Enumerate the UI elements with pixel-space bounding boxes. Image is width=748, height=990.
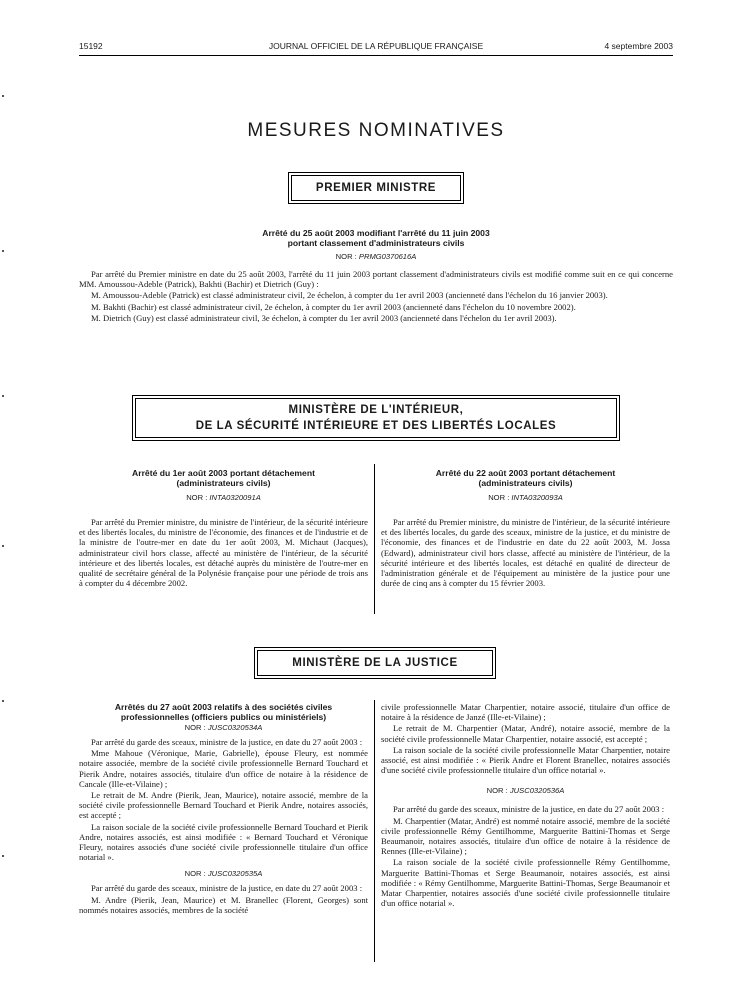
nor-code: JUSC0320534A [207, 723, 263, 732]
decree-subtitle: professionnelles (officiers publics ou ministériels) [120, 712, 327, 722]
ministry-name-line1: MINISTÈRE DE L'INTÉRIEUR, [288, 404, 464, 416]
nor-code: PRMG0370616A [358, 252, 417, 261]
ministry-name: PREMIER MINISTRE [315, 182, 437, 194]
decree-body [79, 269, 673, 323]
decree-title: Arrêté du 22 août 2003 portant détachement [435, 468, 616, 478]
nor-code: INTA0320091A [209, 493, 261, 502]
scan-mark [2, 545, 4, 547]
paragraph: La raison sociale de la société civile professionnelle Matar Charpentier, notaire associé, est ainsi modifiée : « Pierik Andre et Florent Branellec, notaires associés d'une société civile professionnelle titulaire d'un office notarial ». [381, 744, 670, 776]
decree-body [381, 517, 670, 588]
issue-date: 4 septembre 2003 [604, 41, 673, 51]
nor-reference: NOR : JUSC0320536A [486, 786, 565, 796]
journal-title: JOURNAL OFFICIEL DE LA RÉPUBLIQUE FRANÇAISE [268, 41, 484, 51]
nor-code: JUSC0320535A [207, 869, 263, 879]
paragraph: Par arrêté du garde des sceaux, ministre de la justice, en date du 27 août 2003 : [91, 883, 363, 894]
ministry-name-line2: DE LA SÉCURITÉ INTÉRIEURE ET DES LIBERTÉS LOCALES [195, 420, 557, 432]
scan-mark [2, 395, 4, 397]
decree-title: Arrêtés du 27 août 2003 relatifs à des sociétés civiles [114, 702, 333, 712]
ministry-name: MINISTÈRE DE LA JUSTICE [292, 657, 458, 669]
paragraph: Par arrêté du Premier ministre, du ministre de l'intérieur, de la sécurité intérieure et des libertés locales, du ministre de l'économie, des finances et de l'industrie et de la ministre de l'outre-mer en date du 1er août 2003, M. Michaut (Jacques), administrateur civil hors classe, affecté au ministère de l'intérieur, de la sécurité intérieure et des libertés locales, est détaché auprès du ministère de l'outre-mer en qualité de secrétaire général de la Polynésie française pour une période de trois ans à compter du 4 décembre 2002. [79, 517, 368, 589]
nor-code: INTA0320093A [511, 493, 563, 502]
paragraph: M. Bakhti (Bachir) est classé administrateur civil, 2e échelon, à compter du 1er avril 2003 (ancienneté dans l'échelon du 10 novembre 2002). [91, 301, 576, 312]
column-divider [374, 700, 375, 962]
paragraph: M. Dietrich (Guy) est classé administrateur civil, 3e échelon, à compter du 1er avril 2003 (ancienneté dans l'échelon du 1er avril 2003). [91, 312, 557, 323]
decree-interieur-right [381, 468, 670, 589]
paragraph: La raison sociale de la société civile professionnelle Rémy Gentilhomme, Marguerite Battini-Thomas et Serge Beaumanoir, notaires associés, est ainsi modifiée : « Rémy Gentilhomme, Marguerite Battini-Thomas, Serge Beaumanoir et Matar Charpentier, notaires associés d'une société civile professionnelle titulaire d'un office notarial ». [381, 857, 670, 909]
column-divider [374, 464, 375, 614]
decree-subtitle: portant classement d'administrateurs civils [287, 238, 465, 248]
decree-body [79, 517, 368, 588]
scan-mark [2, 855, 4, 857]
scan-mark [2, 250, 4, 252]
paragraph: Le retrait de M. Andre (Pierik, Jean, Maurice), notaire associé, membre de la société civile professionnelle Bernard Touchard et Pierik Andre, notaires associés, est accepté ; [79, 790, 368, 821]
decree-title: Arrêté du 25 août 2003 modifiant l'arrêté du 11 juin 2003 [262, 228, 490, 238]
ministry-box-interieur [135, 398, 617, 438]
scan-mark [2, 95, 4, 97]
nor-reference: NOR : INTA0320091A [186, 493, 261, 502]
paragraph: Par arrêté du Premier ministre en date du 25 août 2003, l'arrêté du 11 juin 2003 portant classement d'administrateurs civils est modifié comme suit en ce qui concerne MM. Amoussou-Adeble (Patrick), Bakhti (Bachir) et Dietrich (Guy) : [79, 269, 673, 290]
paragraph: Mme Mahoue (Véronique, Marie, Gabrielle), épouse Fleury, est nommée notaire associée, membre de la société civile professionnelle Bernard Touchard et Pierik Andre, notaires associés, titulaire d'un office de notaire à la résidence de Cancale (Ille-et-Vilaine) ; [79, 748, 368, 789]
paragraph: Le retrait de M. Charpentier (Matar, André), notaire associé, membre de la société civile professionnelle Matar Charpentier, notaire associé, est accepté ; [381, 723, 670, 744]
decree-premier [79, 228, 673, 324]
page-number: 15192 [79, 41, 103, 51]
paragraph: Par arrêté du garde des sceaux, ministre de la justice, en date du 27 août 2003 : [91, 737, 363, 747]
decree-justice-left [79, 702, 368, 916]
decree-body [79, 883, 368, 915]
paragraph: civile professionnelle Matar Charpentier, notaire associé, titulaire d'un office de notaire à la résidence de Janzé (Ille-et-Vilaine) ; [381, 702, 670, 723]
ministry-box-justice [257, 650, 493, 676]
ministry-box-premier [291, 175, 461, 201]
page-header [79, 41, 673, 53]
decree-body [381, 702, 670, 775]
section-title: MESURES NOMINATIVES [247, 120, 505, 141]
decree-interieur-left [79, 468, 368, 589]
paragraph: La raison sociale de la société civile professionnelle Bernard Touchard et Pierik Andre, notaires associés, est ainsi modifiée : « Bernard Touchard et Véronique Fleury, notaires associés d'une société civile professionnelle titulaire d'un office notarial ». [79, 821, 368, 863]
nor-reference: NOR : INTA0320093A [488, 493, 563, 502]
paragraph: Par arrêté du Premier ministre, du ministre de l'intérieur, de la sécurité intérieure et des libertés locales, du garde des sceaux, ministre de la justice, et du ministre de l'économie, des finances et de l'industrie en date du 22 août 2003, M. Jossa (Edward), administrateur civil hors classe, affecté au ministère de l'intérieur, de la sécurité intérieure et des libertés locales, est détaché en qualité de directeur de l'administration générale et de l'équipement au ministère de la justice pour une durée de cinq ans à compter du 15 février 2003. [381, 517, 670, 589]
paragraph: M. Andre (Pierik, Jean, Maurice) et M. Branellec (Florent, Georges) sont nommés notaires associés, membres de la société [79, 894, 368, 915]
paragraph: M. Amoussou-Adeble (Patrick) est classé administrateur civil, 2e échelon, à compter du 1er avril 2003 (ancienneté dans l'échelon du 16 janvier 2003). [91, 290, 608, 301]
scan-mark [2, 700, 4, 702]
decree-body [79, 737, 368, 862]
nor-reference: NOR : JUSC0320535A [184, 869, 263, 879]
decree-title: Arrêté du 1er août 2003 portant détachement [132, 468, 315, 478]
paragraph: M. Charpentier (Matar, André) est nommé notaire associé, membre de la société civile professionnelle Rémy Gentilhomme, Marguerite Battini-Thomas et Serge Beaumanoir, notaires associés, titulaire d'un office de notaire à la résidence de Rennes (Ille-et-Vilaine) ; [381, 815, 670, 857]
decree-subtitle: (administrateurs civils) [176, 478, 271, 488]
paragraph: Par arrêté du garde des sceaux, ministre de la justice, en date du 27 août 2003 : [393, 804, 665, 815]
nor-code: JUSC0320536A [509, 786, 565, 796]
nor-reference: NOR : JUSC0320534A [184, 723, 263, 732]
header-rule [79, 55, 673, 56]
nor-reference: NOR : PRMG0370616A [335, 252, 417, 261]
decree-subtitle: (administrateurs civils) [478, 478, 573, 488]
decree-body [381, 804, 670, 908]
decree-justice-right [381, 702, 670, 909]
